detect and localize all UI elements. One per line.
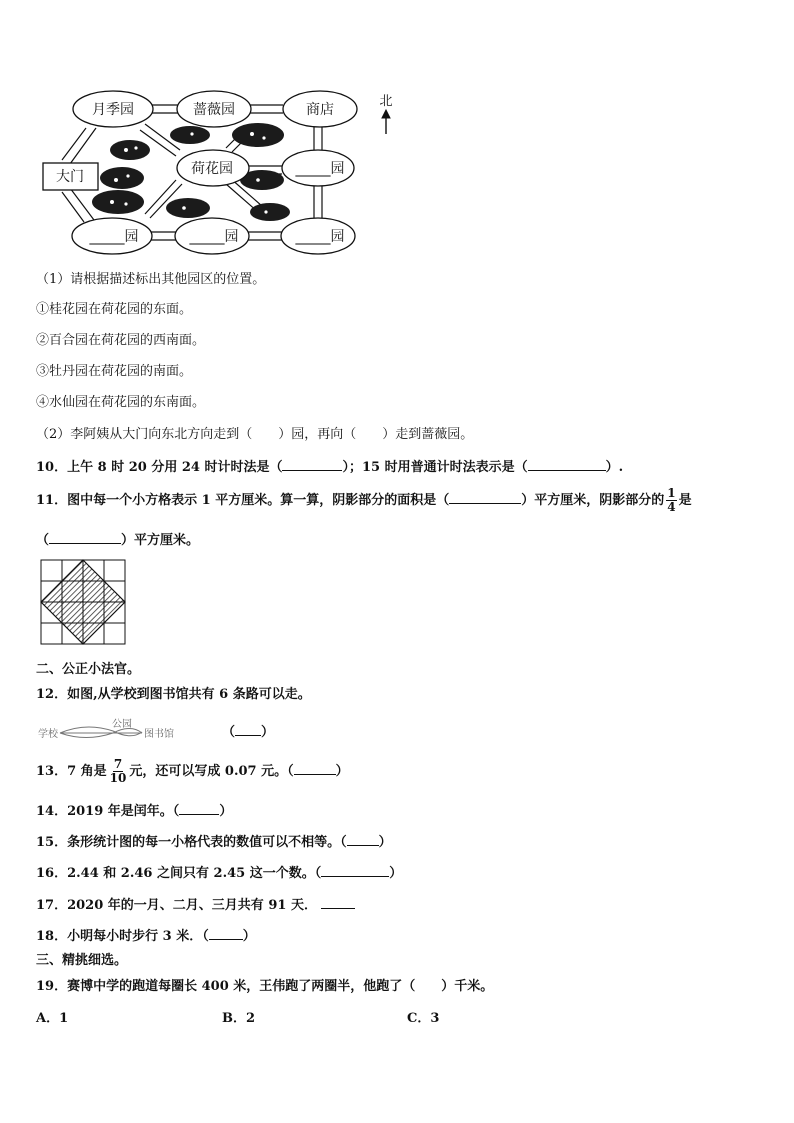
q18-blank[interactable]: [209, 926, 243, 940]
north-label: 北: [379, 94, 393, 109]
q12-answer: [222, 722, 274, 742]
school-library-route: [36, 718, 236, 744]
question-13: [36, 758, 349, 786]
q9-item-3: ③牡丹园在荷花园的南面。: [36, 364, 193, 379]
q16-blank[interactable]: [321, 863, 389, 877]
q16-text: 16．2.44 和 2.46 之间只有 2.45 这一个数。（: [36, 866, 322, 881]
q17-blank[interactable]: [321, 895, 355, 909]
q19-option-b[interactable]: B．2: [222, 1011, 256, 1026]
school-label: 学校: [38, 729, 58, 740]
shop-label: 商店: [306, 102, 334, 118]
q18-text: 18．小明每小时步行 3 米．（: [36, 929, 209, 944]
q12-blank[interactable]: [235, 722, 261, 736]
question-11-cont: [36, 530, 199, 550]
q11-text-b: ）平方厘米，阴影部分的: [521, 493, 665, 508]
q12-paren-close: ）: [261, 725, 275, 740]
q14-text: 14．2019 年是闰年。（: [36, 804, 180, 819]
q13-text-c: ）: [335, 764, 349, 779]
garden-right-mid-label: _____园: [295, 161, 345, 177]
q9-item-4: ④水仙园在荷花园的东南面。: [36, 395, 206, 410]
shaded-square-grid: [40, 558, 130, 650]
library-label: 图书馆: [144, 729, 174, 740]
q12-paren-open: （: [222, 725, 236, 740]
section-2-heading: 二、公正小法官。: [36, 662, 141, 677]
q11-paren-open: （: [36, 533, 50, 548]
garden-qiangwei-label: 蔷薇园: [193, 102, 235, 118]
q13-text-a: 13．7 角是: [36, 764, 107, 779]
q15-blank[interactable]: [347, 832, 379, 846]
q16-paren-close: ）: [389, 866, 403, 881]
question-14: [36, 801, 232, 821]
question-15: [36, 832, 392, 852]
q13-fraction-den: 10: [109, 771, 127, 785]
q10-blank-1[interactable]: [282, 457, 342, 471]
q10-text-b: ）；15 时用普通计时法表示是（: [342, 460, 528, 475]
gate-label: 大门: [56, 169, 84, 185]
garden-bottom-mid-label: _____园: [189, 229, 239, 245]
q9-part1: （1）请根据描述标出其他园区的位置。: [36, 272, 266, 287]
q15-paren-close: ）: [378, 835, 392, 850]
q19-option-c[interactable]: C．3: [407, 1011, 440, 1026]
q15-text: 15．条形统计图的每一小格代表的数值可以不相等。（: [36, 835, 347, 850]
q11-blank-2[interactable]: [49, 530, 121, 544]
q18-paren-close: ）: [242, 929, 256, 944]
q14-blank[interactable]: [179, 801, 219, 815]
q11-blank-1[interactable]: [449, 490, 521, 504]
garden-bottom-right-label: _____园: [295, 229, 345, 245]
question-11: [36, 487, 692, 514]
question-10: [36, 457, 623, 477]
q9-part2: （2）李阿姨从大门向东北方向走到（ ）园，再向（ ）走到蔷薇园。: [36, 427, 474, 442]
q10-text-a: 10．上午 8 时 20 分用 24 时计时法是（: [36, 460, 283, 475]
q10-text-c: ）.: [605, 460, 624, 475]
question-19: 19．赛博中学的跑道每圈长 400 米，王伟跑了两圈半，他跑了（ ）千米。: [36, 979, 494, 994]
question-18: [36, 926, 256, 946]
q19-option-a[interactable]: A．1: [36, 1011, 69, 1026]
q13-fraction: [109, 758, 128, 785]
question-16: [36, 863, 402, 883]
q11-text-d: ）平方厘米。: [121, 533, 200, 548]
q17-text: 17．2020 年的一月、二月、三月共有 91 天．: [36, 898, 317, 913]
q13-blank[interactable]: [294, 761, 336, 775]
garden-yueji-label: 月季园: [92, 102, 134, 118]
garden-hehua-label: 荷花园: [191, 161, 233, 177]
park-label: 公园: [112, 719, 132, 730]
q14-paren-close: ）: [219, 804, 233, 819]
q9-item-1: ①桂花园在荷花园的东面。: [36, 302, 193, 317]
q11-fraction: [666, 487, 676, 514]
north-arrow-icon: [382, 110, 390, 134]
q13-text-b: 元，还可以写成 0.07 元。（: [129, 764, 294, 779]
question-12: 12．如图,从学校到图书馆共有 6 条路可以走。: [36, 687, 311, 702]
section-3-heading: 三、精挑细选。: [36, 953, 128, 968]
q11-fraction-num: 1: [667, 486, 676, 500]
q11-text-a: 11．图中每一个小方格表示 1 平方厘米。算一算，阴影部分的面积是（: [36, 493, 450, 508]
q10-blank-2[interactable]: [528, 457, 606, 471]
garden-map: [0, 0, 794, 270]
question-17: [36, 895, 355, 915]
q9-item-2: ②百合园在荷花园的西南面。: [36, 333, 206, 348]
garden-bottom-left-label: _____园: [89, 229, 139, 245]
q11-fraction-den: 4: [667, 500, 676, 514]
q13-fraction-num: 7: [113, 757, 123, 771]
q11-text-c: 是: [678, 493, 692, 508]
